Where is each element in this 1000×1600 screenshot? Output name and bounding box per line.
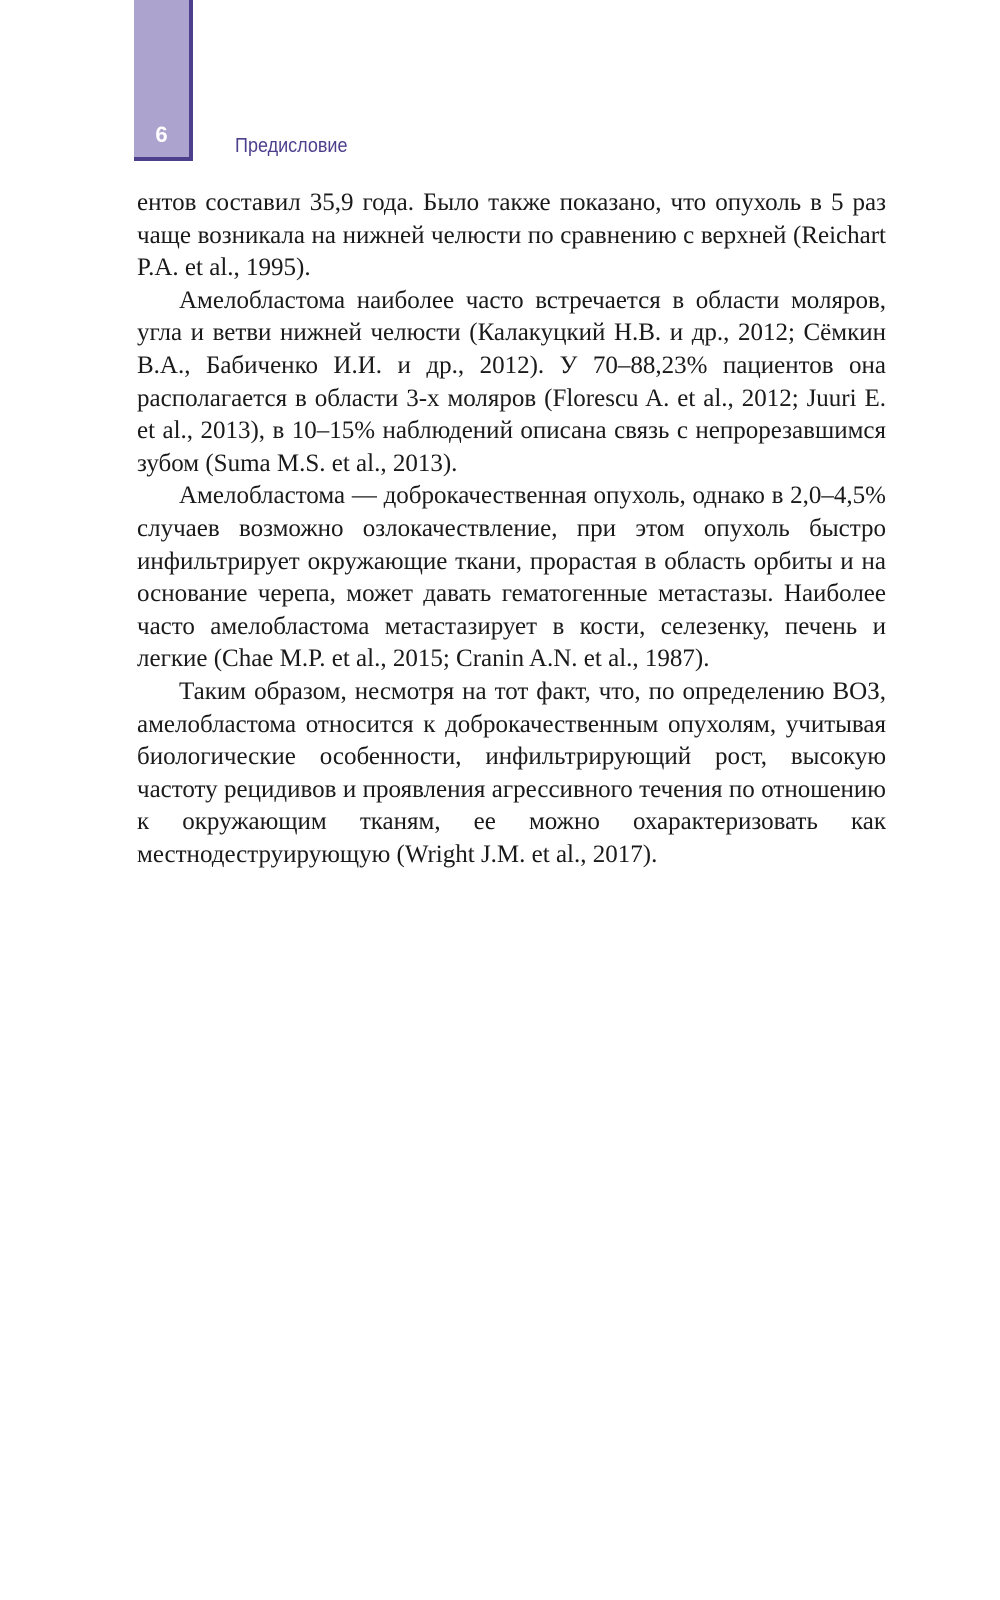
- body-text: [137, 187, 886, 871]
- page-number-tab: [134, 0, 193, 161]
- running-head: Предисловие: [235, 135, 348, 157]
- paragraph: Таким образом, несмотря на тот факт, что, по определению ВОЗ, амелобластома относится к доброкачественным опухолям, учитывая биологические особенности, инфильтрирующий рост, высокую частоту рецидивов и проявления агрессивного течения по отношению к окружающим тканям, ее можно охарактеризовать как местнодеструирующую (Wright J.M. et al., 2017).: [137, 677, 886, 868]
- paragraph-continued: ентов составил 35,9 года. Было также показано, что опухоль в 5 раз чаще возникала на нижней челюсти по сравнению с верхней (Reichart P.A. et al., 1995).: [137, 189, 886, 282]
- page-number: 6: [155, 122, 168, 147]
- paragraph: Амелобластома — доброкачественная опухоль, однако в 2,0–4,5% случаев возможно озлокачествление, при этом опухоль быстро инфильтрирует окружающие ткани, прорастая в область орбиты и на основание черепа, может давать гематогенные метастазы. Наиболее часто амелобластома метастазирует в кости, селезенку, печень и легкие (Chae M.P. et al., 2015; Cranin A.N. et al., 1987).: [137, 482, 886, 673]
- paragraph: Амелобластома наиболее часто встречается в области моляров, угла и ветви нижней челюсти (Калакуцкий Н.В. и др., 2012; Сёмкин В.А., Бабиченко И.И. и др., 2012). У 70–88,23% пациентов она располагается в области 3-х моляров (Florescu A. et al., 2012; Juuri E. et al., 2013), в 10–15% наблюдений описана связь с непрорезавшимся зубом (Suma M.S. et al., 2013).: [137, 286, 886, 477]
